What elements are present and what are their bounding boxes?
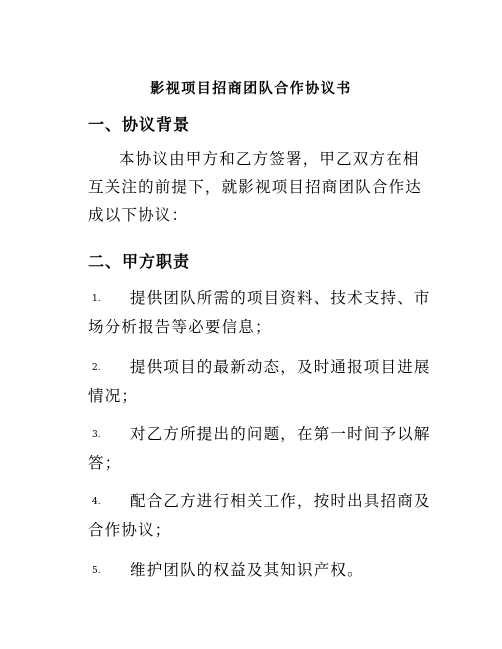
document-title: 影视项目招商团队合作协议书 (150, 81, 352, 97)
section-heading-background: 一、协议背景 (88, 115, 191, 134)
section-heading-party-a-duties: 二、甲方职责 (88, 252, 191, 271)
list-item (88, 284, 436, 341)
background-paragraph: 本协议由甲方和乙方签署，甲乙双方在相互关注的前提下，就影视项目招商团队合作达成以下协议： (88, 150, 423, 224)
list-item-number: 1. (92, 294, 101, 304)
list-item-number: 2. (92, 363, 101, 373)
list-item (88, 353, 436, 410)
list-item (88, 420, 436, 477)
list-item-text: 对乙方所提出的问题，在第一时间予以解答； (88, 425, 431, 472)
list-item-number: 5. (92, 566, 101, 576)
list-item-number: 3. (92, 430, 101, 440)
list-item-number: 4. (92, 497, 101, 507)
list-item-text: 配合乙方进行相关工作，按时出具招商及合作协议； (88, 492, 431, 539)
list-item-text: 提供项目的最新动态，及时通报项目进展情况； (88, 358, 431, 405)
list-item (88, 487, 436, 544)
list-item-text: 维护团队的权益及其知识产权。 (130, 561, 364, 579)
list-item-text: 提供团队所需的项目资料、技术支持、市场分析报告等必要信息； (88, 289, 431, 336)
list-item (88, 556, 436, 585)
